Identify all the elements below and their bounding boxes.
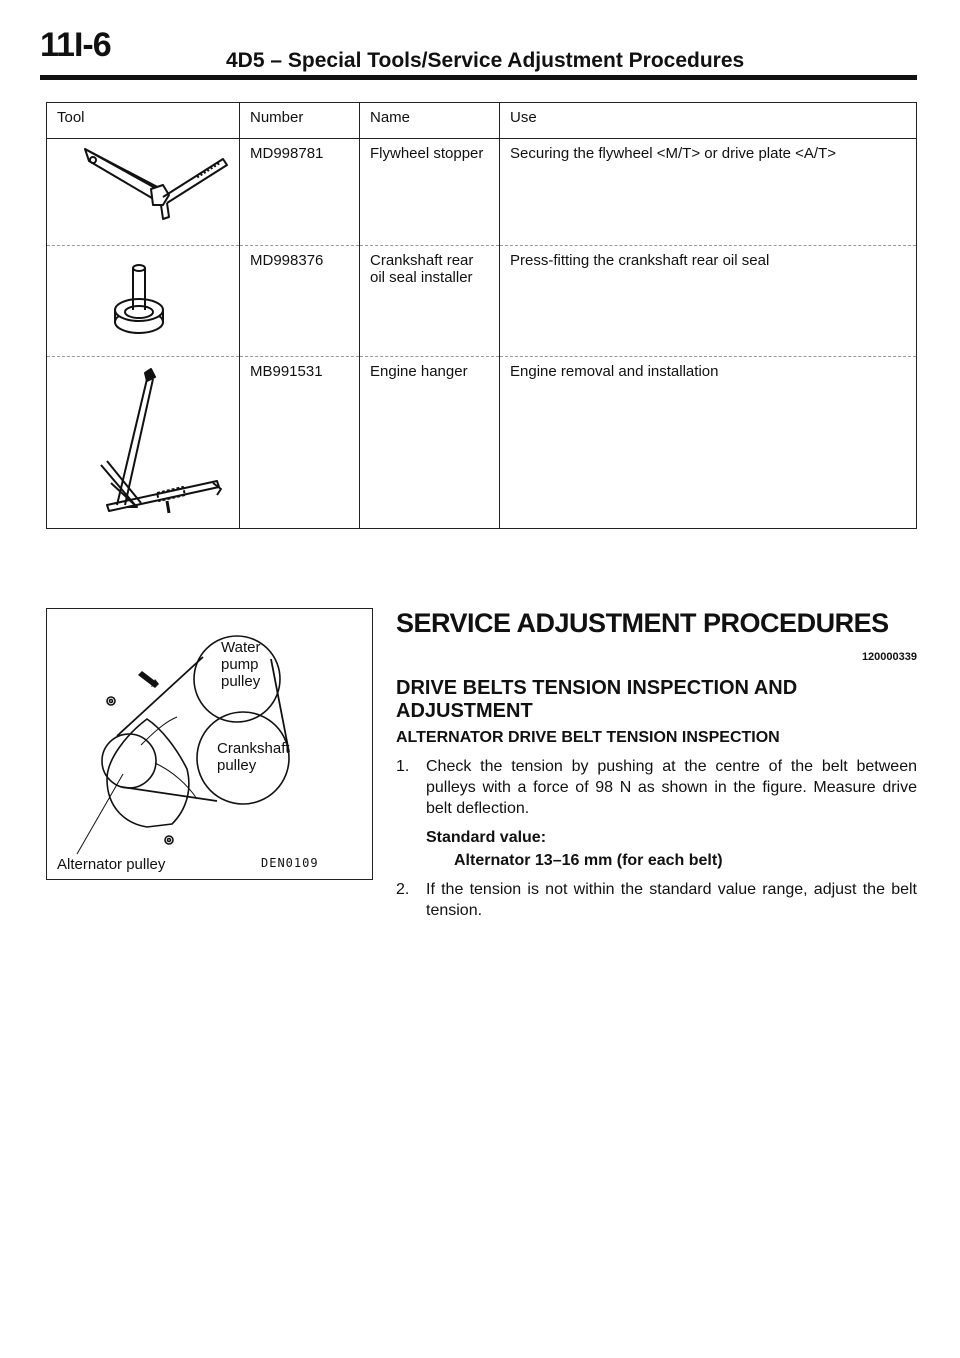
page-title: 4D5 – Special Tools/Service Adjustment Procedures	[226, 49, 745, 72]
column-header-name: Name	[360, 103, 500, 139]
subsection-title: DRIVE BELTS TENSION INSPECTION AND ADJUSTMENT	[396, 677, 798, 722]
belt-upper-span	[117, 657, 203, 736]
tool-image-cell	[47, 246, 240, 357]
crankshaft-label: Crankshaft pulley	[217, 740, 290, 774]
tool-number: MB991531	[240, 357, 360, 529]
oil-seal-installer-icon	[47, 246, 240, 355]
alternator-leader-line	[77, 774, 123, 854]
belt-layout-drawing	[47, 609, 372, 879]
table-row	[47, 246, 917, 357]
tool-name: Crankshaft rear oil seal installer	[360, 246, 500, 357]
tool-name: Flywheel stopper	[360, 139, 500, 246]
step-number: 2.	[396, 881, 410, 898]
tool-image-cell	[47, 357, 240, 529]
flywheel-stopper-icon	[47, 139, 240, 244]
table-header-row	[47, 103, 917, 139]
page-number: 11I-6	[40, 26, 111, 64]
column-header-number: Number	[240, 103, 360, 139]
tool-use: Press-fitting the crankshaft rear oil seal	[500, 246, 917, 357]
header-rule	[40, 75, 917, 80]
table-row	[47, 357, 917, 529]
engine-hanger-icon	[47, 357, 240, 527]
list-item	[396, 879, 917, 921]
water-pump-label: Water pump pulley	[221, 639, 261, 690]
standard-value: Alternator 13–16 mm (for each belt)	[454, 852, 723, 869]
procedure-steps	[396, 756, 917, 921]
step-text: Check the tension by pushing at the centre of the belt between pulleys with a force of 98 N as shown in the figure. Measure drive belt deflection.	[426, 758, 917, 817]
alternator-label: Alternator pulley	[57, 856, 166, 873]
belt-lower-span	[122, 787, 217, 801]
column-header-use: Use	[500, 103, 917, 139]
tool-image-cell	[47, 139, 240, 246]
step-text: If the tension is not within the standard value range, adjust the belt tension.	[426, 881, 917, 919]
alternator-pulley	[102, 734, 156, 788]
list-item	[396, 756, 917, 819]
figure-code: DEN0109	[261, 856, 319, 870]
section-title: SERVICE ADJUSTMENT PROCEDURES	[396, 608, 889, 638]
push-point-arrow-icon	[138, 671, 159, 688]
tool-number: MD998376	[240, 246, 360, 357]
step-number: 1.	[396, 758, 410, 775]
tool-use: Engine removal and installation	[500, 357, 917, 529]
standard-value-label: Standard value:	[426, 829, 547, 846]
tool-use: Securing the flywheel <M/T> or drive plate <A/T>	[500, 139, 917, 246]
inspection-heading: ALTERNATOR DRIVE BELT TENSION INSPECTION	[396, 729, 780, 746]
tool-name: Engine hanger	[360, 357, 500, 529]
column-header-tool: Tool	[47, 103, 240, 139]
belt-diagram	[46, 608, 373, 880]
table-row	[47, 139, 917, 246]
section-code: 120000339	[861, 651, 917, 663]
special-tools-table	[46, 102, 917, 529]
tool-number: MD998781	[240, 139, 360, 246]
